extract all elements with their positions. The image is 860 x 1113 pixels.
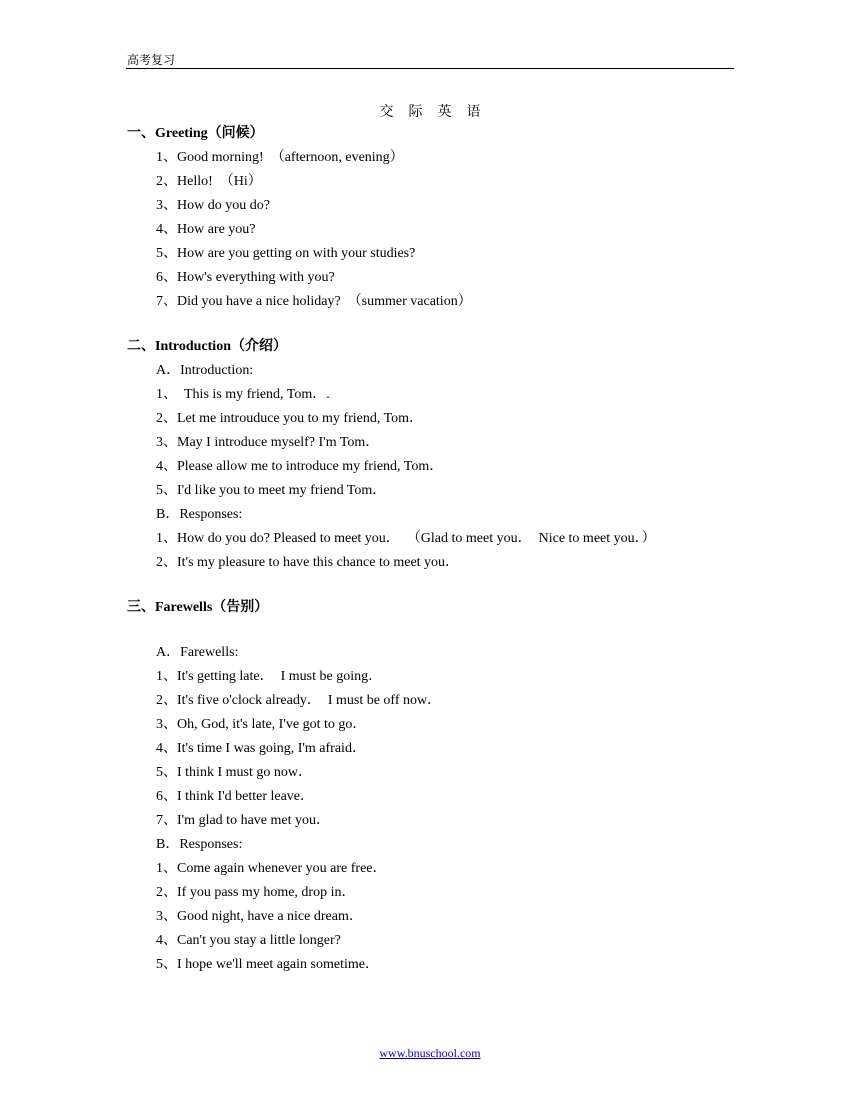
list-item: 6、I think I'd better leave． — [156, 789, 315, 804]
header-text: 高考复习 — [127, 53, 176, 67]
list-item: 1、How do you do? Pleased to meet you． （Glad to meet you． Nice to meet you．） — [156, 531, 656, 546]
list-item: 3、Oh, God, it's late, I've got to go． — [156, 717, 367, 732]
list-item: 7、Did you have a nice holiday? （summer vacation） — [156, 294, 472, 309]
list-item: 3、May I introduce myself? I'm Tom． — [156, 435, 380, 450]
list-item: 1、Good morning! （afternoon, evening） — [156, 150, 404, 165]
list-item: 4、How are you? — [156, 222, 256, 237]
list-item: 2、Hello! （Hi） — [156, 174, 262, 189]
list-item: 3、Good night, have a nice dream． — [156, 909, 363, 924]
page-title: 交际英语 — [379, 105, 496, 120]
page-footer — [0, 1046, 860, 1061]
list-item: 1、Come again whenever you are free． — [156, 861, 387, 876]
list-item: 1、It's getting late． I must be going． — [156, 669, 383, 684]
list-item: 5、How are you getting on with your studies? — [156, 246, 416, 261]
header-divider — [126, 68, 734, 69]
list-item: 5、I'd like you to meet my friend Tom． — [156, 483, 387, 498]
subsection-label: A．Farewells: — [156, 645, 239, 660]
list-item: 1、 This is my friend, Tom．. — [156, 387, 330, 402]
list-item: 4、Can't you stay a little longer? — [156, 933, 341, 948]
list-item: 4、It's time I was going, I'm afraid． — [156, 741, 366, 756]
subsection-label: B．Responses: — [156, 837, 243, 852]
list-item: 7、I'm glad to have met you． — [156, 813, 330, 828]
list-item: 5、I hope we'll meet again sometime． — [156, 957, 379, 972]
section-heading: 二、Introduction（介绍） — [127, 339, 287, 354]
section-heading: 三、Farewells（告别） — [127, 600, 269, 615]
footer-website-link[interactable]: www.bnuschool.com — [379, 1046, 481, 1060]
list-item: 6、How's everything with you? — [156, 270, 335, 285]
list-item: 4、Please allow me to introduce my friend, Tom． — [156, 459, 444, 474]
list-item: 2、It's my pleasure to have this chance to meet you． — [156, 555, 460, 570]
list-item: 2、Let me introuduce you to my friend, Tom． — [156, 411, 424, 426]
list-item: 2、If you pass my home, drop in． — [156, 885, 356, 900]
subsection-label: B．Responses: — [156, 507, 243, 522]
list-item: 2、It's five o'clock already． I must be off now． — [156, 693, 442, 708]
subsection-label: A．Introduction: — [156, 363, 254, 378]
list-item: 5、I think I must go now． — [156, 765, 312, 780]
section-heading: 一、Greeting（问候） — [127, 126, 264, 141]
list-item: 3、How do you do? — [156, 198, 270, 213]
